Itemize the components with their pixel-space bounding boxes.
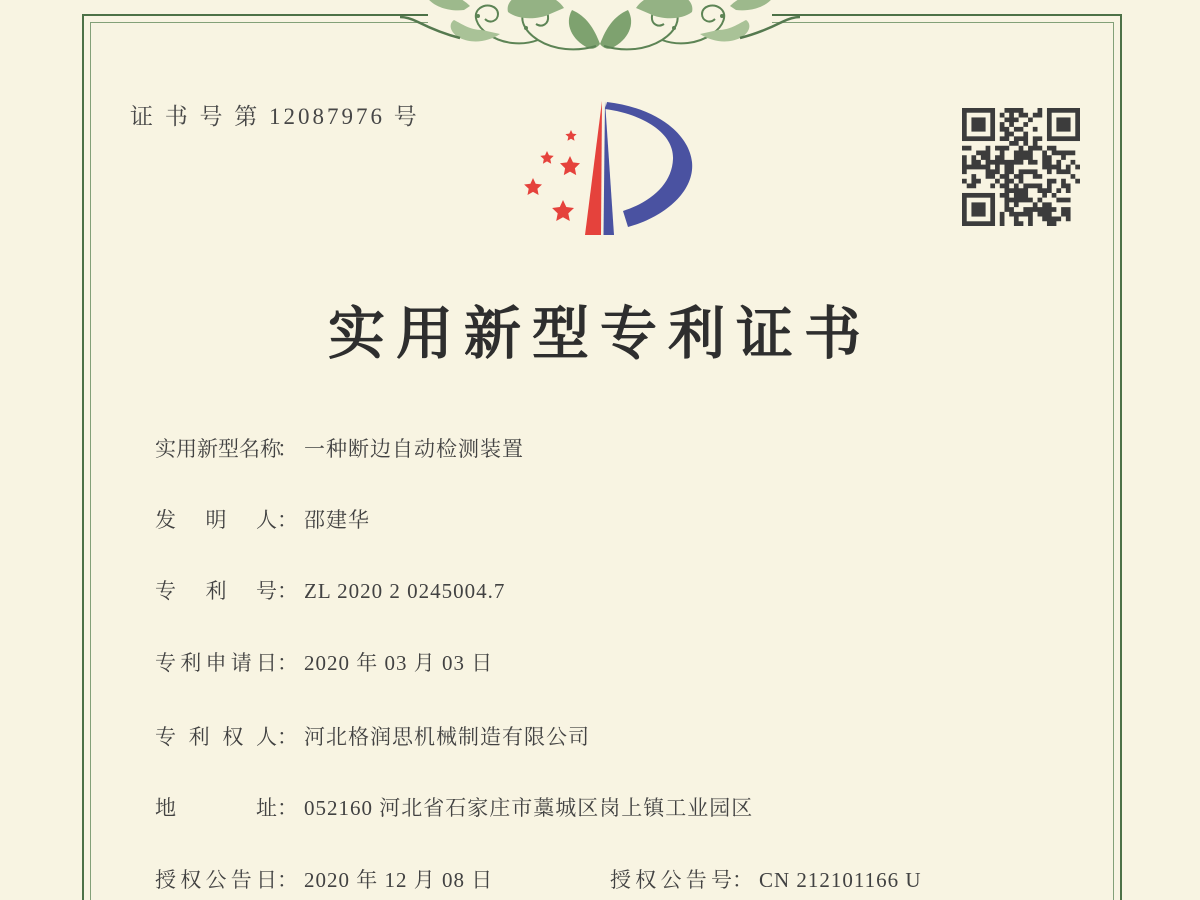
field-row-address (155, 792, 753, 822)
field-colon: ： (277, 868, 298, 892)
field-row-grant-date (155, 868, 493, 892)
field-label: 专利号 (155, 579, 277, 603)
field-colon: ： (277, 508, 298, 532)
field-value: 2020 年 03 月 03 日 (304, 651, 494, 675)
field-label: 专利申请日 (155, 651, 277, 675)
field-label: 实用新型名称 (155, 437, 281, 461)
field-label: 专利权人 (155, 725, 277, 749)
cnipa-patent-logo-icon (515, 90, 715, 250)
field-row-grant-number (610, 864, 922, 894)
field-colon: ： (277, 437, 298, 461)
field-colon: ： (277, 725, 298, 749)
field-value: 河北格润思机械制造有限公司 (304, 725, 590, 749)
field-colon: ： (277, 651, 298, 675)
qr-code (962, 108, 1080, 226)
field-row-utility-model-name (155, 433, 524, 463)
field-label: 发明人 (155, 508, 277, 532)
field-row-patent-number (155, 575, 505, 605)
certificate-title: 实用新型专利证书 (328, 303, 872, 366)
certificate-number: 证 书 号 第 12087976 号 (130, 104, 420, 129)
field-row-patentee (155, 721, 590, 751)
field-row-filing-date (155, 647, 493, 677)
field-label: 地址 (155, 796, 277, 820)
field-label: 授权公告日 (155, 868, 277, 892)
field-row-inventor (155, 504, 370, 534)
floral-ornament-icon (400, 0, 800, 58)
field-colon: ： (277, 796, 298, 820)
field-value: CN 212101166 U (759, 868, 922, 892)
field-colon: ： (277, 579, 298, 603)
field-row-grant (155, 864, 922, 894)
field-colon: ： (732, 868, 753, 892)
field-value: 邵建华 (304, 508, 370, 532)
field-value: 052160 河北省石家庄市藁城区岗上镇工业园区 (304, 796, 754, 820)
field-label: 授权公告号 (610, 868, 732, 892)
field-value: ZL 2020 2 0245004.7 (304, 579, 506, 603)
field-value: 2020 年 12 月 08 日 (304, 868, 494, 892)
field-value: 一种断边自动检测装置 (304, 437, 524, 461)
